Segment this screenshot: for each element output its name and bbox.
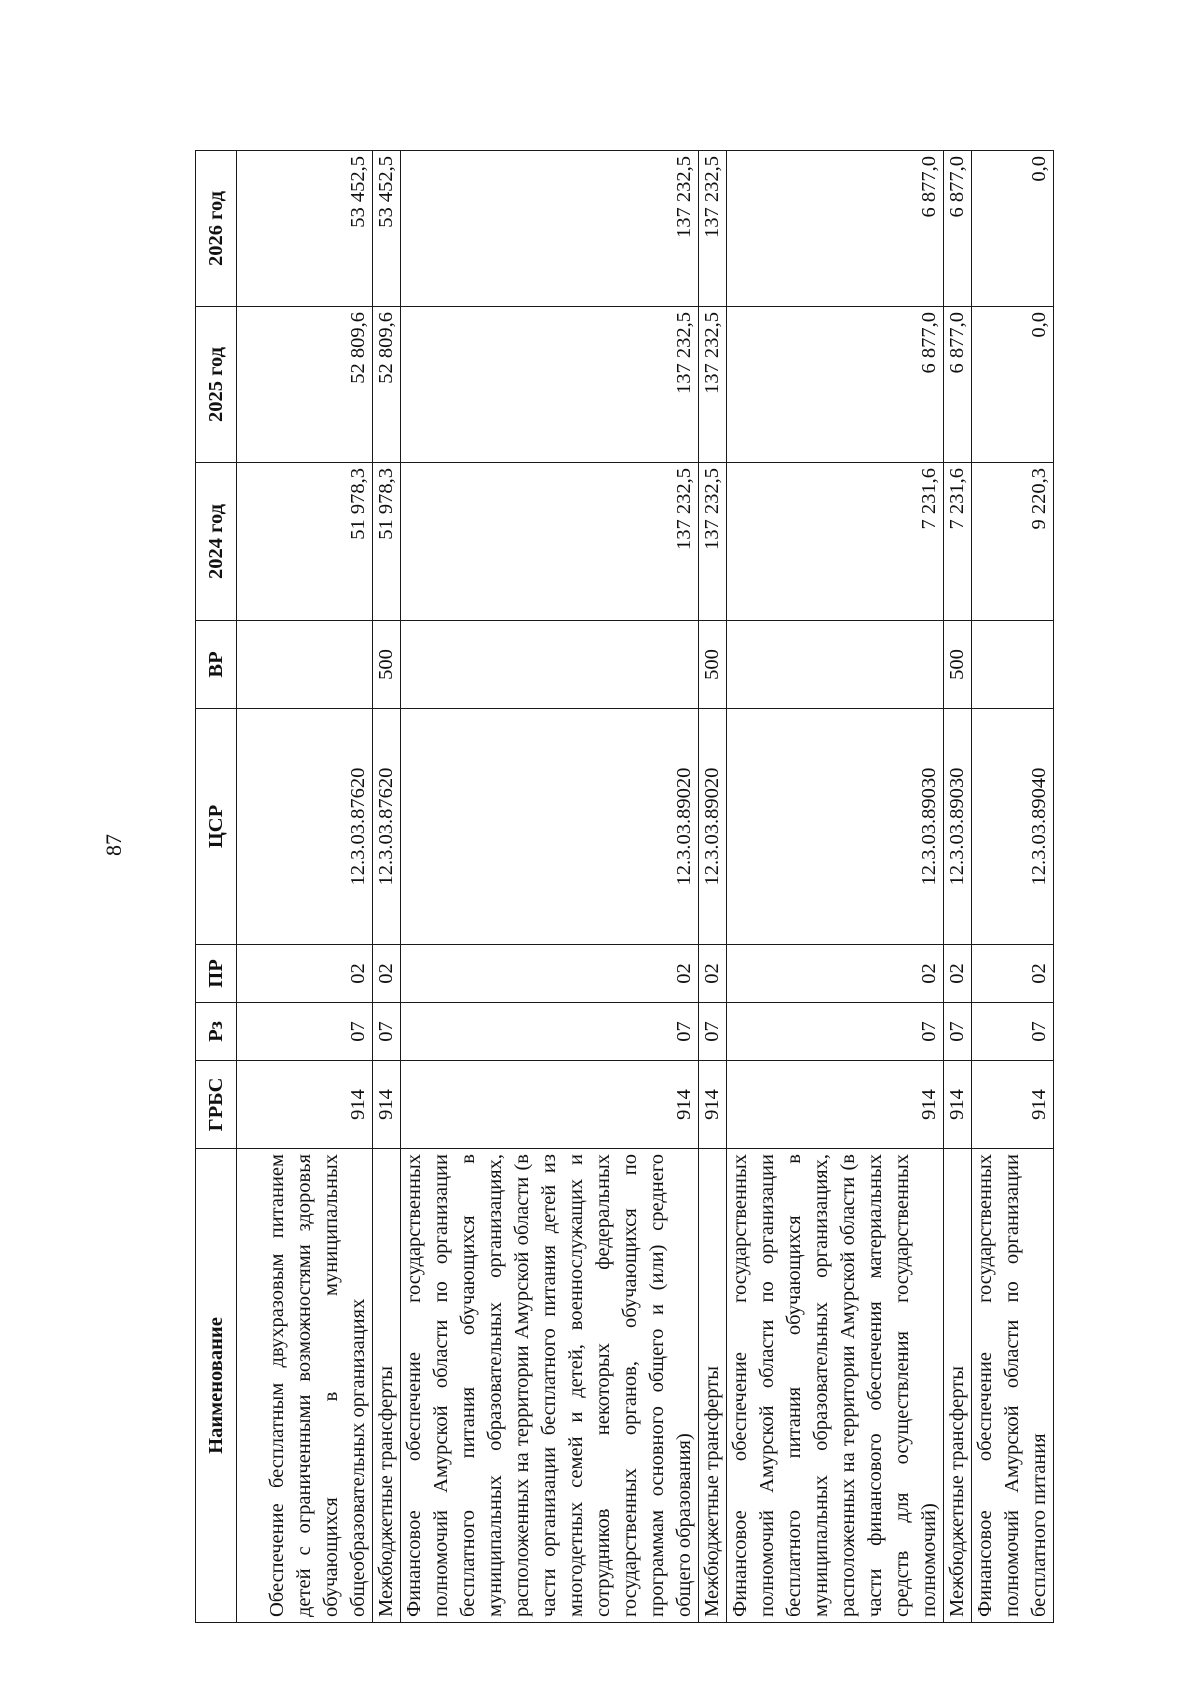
row-2024: 51 978,3 xyxy=(373,463,401,621)
row-rz: 07 xyxy=(972,1003,1054,1061)
budget-table xyxy=(195,150,1054,1623)
row-vr xyxy=(727,621,944,709)
row-2024: 7 231,6 xyxy=(727,463,944,621)
header-rz: Рз xyxy=(196,1003,237,1061)
budget-table-rotated xyxy=(195,151,1050,1623)
header-2026: 2026 год xyxy=(196,151,237,307)
row-2026: 53 452,5 xyxy=(373,151,401,307)
row-name: Финансовое обеспечение государственных полномочий Амурской области по организации бесплатного питания xyxy=(972,1149,1054,1623)
row-pr: 02 xyxy=(972,945,1054,1003)
row-pr: 02 xyxy=(237,945,373,1003)
row-grbs: 914 xyxy=(727,1061,944,1149)
header-2025: 2025 год xyxy=(196,307,237,463)
row-csr: 12.3.03.89030 xyxy=(944,709,972,945)
row-pr: 02 xyxy=(401,945,699,1003)
row-name: Межбюджетные трансферты xyxy=(699,1149,727,1623)
table-row xyxy=(727,151,944,1623)
table-row xyxy=(237,151,373,1623)
row-vr: 500 xyxy=(373,621,401,709)
row-rz: 07 xyxy=(699,1003,727,1061)
table-row xyxy=(972,151,1054,1623)
row-vr: 500 xyxy=(699,621,727,709)
row-pr: 02 xyxy=(727,945,944,1003)
page-number: 87 xyxy=(101,834,126,856)
row-name: Обеспечение бесплатным двухразовым питанием детей с ограниченными возможностями здоровья обучающихся в муниципальных общеобразовательных организациях xyxy=(237,1149,373,1623)
row-vr xyxy=(972,621,1054,709)
header-row xyxy=(196,151,237,1623)
row-rz: 07 xyxy=(944,1003,972,1061)
row-2024: 137 232,5 xyxy=(401,463,699,621)
row-2025: 0,0 xyxy=(972,307,1054,463)
header-grbs: ГРБС xyxy=(196,1061,237,1149)
header-vr: ВР xyxy=(196,621,237,709)
row-2025: 6 877,0 xyxy=(727,307,944,463)
row-2025: 6 877,0 xyxy=(944,307,972,463)
row-grbs: 914 xyxy=(373,1061,401,1149)
row-2026: 6 877,0 xyxy=(727,151,944,307)
row-2025: 137 232,5 xyxy=(699,307,727,463)
row-name: Финансовое обеспечение государственных полномочий Амурской области по организации бесплатного питания обучающихся в муниципальных образовательных организациях, расположенных на территории Амурской области (в части финансового обеспечения материальных средств для осуществления государственных полномочий) xyxy=(727,1149,944,1623)
row-vr xyxy=(401,621,699,709)
row-csr: 12.3.03.87620 xyxy=(237,709,373,945)
header-csr: ЦСР xyxy=(196,709,237,945)
row-2026: 137 232,5 xyxy=(401,151,699,307)
row-2026: 137 232,5 xyxy=(699,151,727,307)
row-2026: 6 877,0 xyxy=(944,151,972,307)
row-vr: 500 xyxy=(944,621,972,709)
row-pr: 02 xyxy=(373,945,401,1003)
header-2024: 2024 год xyxy=(196,463,237,621)
row-2026: 0,0 xyxy=(972,151,1054,307)
table-row xyxy=(401,151,699,1623)
row-grbs: 914 xyxy=(944,1061,972,1149)
row-grbs: 914 xyxy=(237,1061,373,1149)
row-rz: 07 xyxy=(727,1003,944,1061)
table-row xyxy=(944,151,972,1623)
row-2024: 51 978,3 xyxy=(237,463,373,621)
row-grbs: 914 xyxy=(401,1061,699,1149)
row-2026: 53 452,5 xyxy=(237,151,373,307)
row-2025: 52 809,6 xyxy=(237,307,373,463)
row-pr: 02 xyxy=(699,945,727,1003)
row-csr: 12.3.03.89020 xyxy=(699,709,727,945)
row-name: Финансовое обеспечение государственных полномочий Амурской области по организации бесплатного питания обучающихся в муниципальных образовательных организациях, расположенных на территории Амурской области (в части организации бесплатного питания детей из многодетных семей и детей, военнослужащих и сотрудников некоторых федеральных государственных органов, обучающихся по программам основного общего и (или) среднего общего образования) xyxy=(401,1149,699,1623)
row-2024: 137 232,5 xyxy=(699,463,727,621)
row-csr: 12.3.03.89020 xyxy=(401,709,699,945)
row-2024: 7 231,6 xyxy=(944,463,972,621)
row-csr: 12.3.03.89040 xyxy=(972,709,1054,945)
row-2025: 137 232,5 xyxy=(401,307,699,463)
row-grbs: 914 xyxy=(972,1061,1054,1149)
header-pr: ПР xyxy=(196,945,237,1003)
row-name: Межбюджетные трансферты xyxy=(373,1149,401,1623)
table-row xyxy=(699,151,727,1623)
table-row xyxy=(373,151,401,1623)
row-pr: 02 xyxy=(944,945,972,1003)
header-name: Наименование xyxy=(196,1149,237,1623)
row-2025: 52 809,6 xyxy=(373,307,401,463)
row-vr xyxy=(237,621,373,709)
row-rz: 07 xyxy=(237,1003,373,1061)
row-csr: 12.3.03.87620 xyxy=(373,709,401,945)
row-grbs: 914 xyxy=(699,1061,727,1149)
row-2024: 9 220,3 xyxy=(972,463,1054,621)
row-name: Межбюджетные трансферты xyxy=(944,1149,972,1623)
row-rz: 07 xyxy=(401,1003,699,1061)
row-rz: 07 xyxy=(373,1003,401,1061)
row-csr: 12.3.03.89030 xyxy=(727,709,944,945)
